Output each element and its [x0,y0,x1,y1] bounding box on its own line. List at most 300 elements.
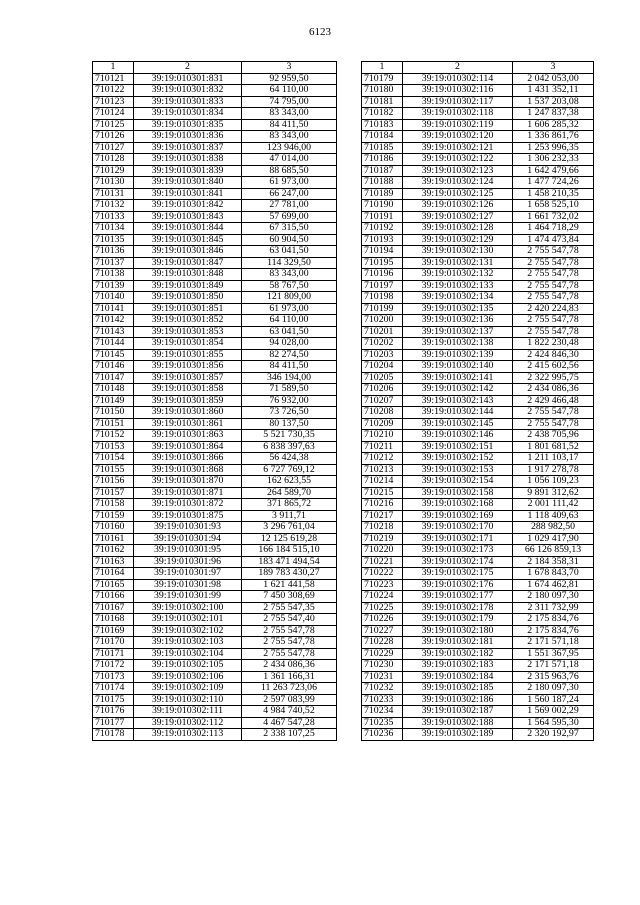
cadastral-number-cell: 39:19:010302:183 [403,660,513,672]
value-cell: 1 674 462,81 [513,579,594,591]
cadastral-number-cell: 39:19:010301:850 [134,292,242,304]
row-number-cell: 710175 [93,694,134,706]
value-cell: 166 184 515,10 [242,545,337,557]
row-number-cell: 710138 [93,269,134,281]
table-row [93,384,337,396]
table-row [362,637,594,649]
cadastral-number-cell: 39:19:010302:142 [403,384,513,396]
row-number-cell: 710194 [362,246,403,258]
row-number-cell: 710195 [362,257,403,269]
cadastral-number-cell: 39:19:010302:136 [403,315,513,327]
cadastral-number-cell: 39:19:010302:121 [403,142,513,154]
row-number-cell: 710208 [362,407,403,419]
cadastral-number-cell: 39:19:010301:98 [134,579,242,591]
row-number-cell: 710182 [362,108,403,120]
value-cell: 61 973,00 [242,303,337,315]
table-row [93,660,337,672]
value-cell: 2 320 192,97 [513,729,594,741]
value-cell: 371 865,72 [242,499,337,511]
row-number-cell: 710200 [362,315,403,327]
row-number-cell: 710224 [362,591,403,603]
table-row [93,303,337,315]
row-number-cell: 710174 [93,683,134,695]
row-number-cell: 710232 [362,683,403,695]
value-cell: 82 274,50 [242,349,337,361]
cadastral-number-cell: 39:19:010302:103 [134,637,242,649]
row-number-cell: 710139 [93,280,134,292]
row-number-cell: 710129 [93,165,134,177]
table-row [362,395,594,407]
value-cell: 2 755 547,78 [513,418,594,430]
cadastral-number-cell: 39:19:010302:118 [403,108,513,120]
table-row [362,614,594,626]
cadastral-number-cell: 39:19:010301:837 [134,142,242,154]
row-number-cell: 710142 [93,315,134,327]
row-number-cell: 710234 [362,706,403,718]
row-number-cell: 710190 [362,200,403,212]
header-col-1: 1 [93,62,134,74]
value-cell: 264 589,70 [242,487,337,499]
table-header-row [362,62,594,74]
cadastral-number-cell: 39:19:010302:102 [134,625,242,637]
value-cell: 2 420 224,83 [513,303,594,315]
value-cell: 92 959,50 [242,73,337,85]
cadastral-number-cell: 39:19:010302:106 [134,671,242,683]
row-number-cell: 710150 [93,407,134,419]
row-number-cell: 710162 [93,545,134,557]
cadastral-number-cell: 39:19:010301:852 [134,315,242,327]
row-number-cell: 710196 [362,269,403,281]
cadastral-number-cell: 39:19:010302:122 [403,154,513,166]
row-number-cell: 710171 [93,648,134,660]
row-number-cell: 710137 [93,257,134,269]
table-row [93,522,337,534]
cadastral-number-cell: 39:19:010302:174 [403,556,513,568]
table-row [93,154,337,166]
cadastral-number-cell: 39:19:010301:861 [134,418,242,430]
table-row [93,73,337,85]
table-row [93,418,337,430]
table-row [362,499,594,511]
cadastral-number-cell: 39:19:010302:175 [403,568,513,580]
cadastral-number-cell: 39:19:010301:856 [134,361,242,373]
value-cell: 3 911,71 [242,510,337,522]
table-row [362,648,594,660]
value-cell: 288 982,50 [513,522,594,534]
value-cell: 7 450 308,69 [242,591,337,603]
table-row [93,188,337,200]
value-cell: 63 041,50 [242,246,337,258]
cadastral-number-cell: 39:19:010302:127 [403,211,513,223]
table-row [93,706,337,718]
row-number-cell: 710222 [362,568,403,580]
value-cell: 1 474 473,84 [513,234,594,246]
table-row [93,602,337,614]
value-cell: 27 781,00 [242,200,337,212]
table-row [362,579,594,591]
table-row [362,372,594,384]
row-number-cell: 710124 [93,108,134,120]
header-col-2: 2 [403,62,513,74]
value-cell: 2 755 547,78 [513,280,594,292]
table-row [93,361,337,373]
cadastral-number-cell: 39:19:010302:104 [134,648,242,660]
table-row [93,395,337,407]
table-row [93,326,337,338]
row-number-cell: 710235 [362,717,403,729]
row-number-cell: 710122 [93,85,134,97]
value-cell: 1 678 843,70 [513,568,594,580]
value-cell: 1 564 595,30 [513,717,594,729]
value-cell: 2 322 995,75 [513,372,594,384]
cadastral-number-cell: 39:19:010302:120 [403,131,513,143]
cadastral-number-cell: 39:19:010301:838 [134,154,242,166]
table-row [362,85,594,97]
value-cell: 88 685,50 [242,165,337,177]
table-row [93,200,337,212]
cadastral-number-cell: 39:19:010301:831 [134,73,242,85]
table-row [93,614,337,626]
value-cell: 346 194,00 [242,372,337,384]
value-cell: 1 464 718,29 [513,223,594,235]
table-row [93,85,337,97]
value-cell: 73 726,50 [242,407,337,419]
value-cell: 162 623,55 [242,476,337,488]
row-number-cell: 710231 [362,671,403,683]
cadastral-number-cell: 39:19:010302:176 [403,579,513,591]
row-number-cell: 710176 [93,706,134,718]
table-row [362,694,594,706]
value-cell: 1 336 861,76 [513,131,594,143]
value-cell: 2 180 097,30 [513,591,594,603]
table-row [93,430,337,442]
table-row [362,476,594,488]
value-cell: 4 984 740,52 [242,706,337,718]
cadastral-number-cell: 39:19:010302:169 [403,510,513,522]
cadastral-number-cell: 39:19:010301:843 [134,211,242,223]
cadastral-number-cell: 39:19:010302:180 [403,625,513,637]
cadastral-number-cell: 39:19:010301:97 [134,568,242,580]
cadastral-number-cell: 39:19:010302:144 [403,407,513,419]
value-cell: 2 338 107,25 [242,729,337,741]
row-number-cell: 710209 [362,418,403,430]
value-cell: 2 755 547,78 [513,246,594,258]
cadastral-number-cell: 39:19:010302:133 [403,280,513,292]
cadastral-number-cell: 39:19:010301:99 [134,591,242,603]
cadastral-number-cell: 39:19:010301:875 [134,510,242,522]
cadastral-number-cell: 39:19:010302:137 [403,326,513,338]
value-cell: 1 560 187,24 [513,694,594,706]
cadastral-number-cell: 39:19:010301:835 [134,119,242,131]
row-number-cell: 710154 [93,453,134,465]
row-number-cell: 710164 [93,568,134,580]
value-cell: 61 973,00 [242,177,337,189]
value-cell: 47 014,00 [242,154,337,166]
value-cell: 2 434 086,36 [513,384,594,396]
value-cell: 2 171 571,18 [513,660,594,672]
row-number-cell: 710130 [93,177,134,189]
row-number-cell: 710219 [362,533,403,545]
table-row [362,729,594,741]
table-row [93,441,337,453]
cadastral-number-cell: 39:19:010301:844 [134,223,242,235]
value-cell: 1 658 525,10 [513,200,594,212]
row-number-cell: 710197 [362,280,403,292]
value-cell: 11 263 723,06 [242,683,337,695]
row-number-cell: 710220 [362,545,403,557]
value-cell: 1 661 732,02 [513,211,594,223]
cadastral-number-cell: 39:19:010301:860 [134,407,242,419]
cadastral-number-cell: 39:19:010302:135 [403,303,513,315]
cadastral-number-cell: 39:19:010302:141 [403,372,513,384]
row-number-cell: 710206 [362,384,403,396]
value-cell: 2 597 083,99 [242,694,337,706]
table-row [362,430,594,442]
cadastral-number-cell: 39:19:010302:132 [403,269,513,281]
value-cell: 2 315 963,76 [513,671,594,683]
row-number-cell: 710236 [362,729,403,741]
cadastral-number-cell: 39:19:010301:858 [134,384,242,396]
value-cell: 71 589,50 [242,384,337,396]
value-cell: 64 110,00 [242,315,337,327]
table-row [362,349,594,361]
table-row [93,533,337,545]
value-cell: 5 521 730,35 [242,430,337,442]
table-row [362,165,594,177]
row-number-cell: 710126 [93,131,134,143]
row-number-cell: 710191 [362,211,403,223]
table-row [93,625,337,637]
cadastral-number-cell: 39:19:010302:100 [134,602,242,614]
value-cell: 2 755 547,78 [513,315,594,327]
value-cell: 121 809,00 [242,292,337,304]
row-number-cell: 710173 [93,671,134,683]
value-cell: 114 329,50 [242,257,337,269]
value-cell: 2 755 547,35 [242,602,337,614]
value-cell: 56 424,38 [242,453,337,465]
cadastral-number-cell: 39:19:010302:138 [403,338,513,350]
row-number-cell: 710135 [93,234,134,246]
table-row [93,476,337,488]
row-number-cell: 710151 [93,418,134,430]
value-cell: 1 247 837,38 [513,108,594,120]
cadastral-number-cell: 39:19:010302:181 [403,637,513,649]
row-number-cell: 710204 [362,361,403,373]
header-col-3: 3 [242,62,337,74]
row-number-cell: 710172 [93,660,134,672]
value-cell: 83 343,00 [242,131,337,143]
cadastral-number-cell: 39:19:010302:129 [403,234,513,246]
table-row [93,234,337,246]
row-number-cell: 710188 [362,177,403,189]
cadastral-number-cell: 39:19:010301:840 [134,177,242,189]
table-row [362,234,594,246]
row-number-cell: 710221 [362,556,403,568]
value-cell: 2 755 547,78 [242,648,337,660]
value-cell: 2 755 547,78 [513,257,594,269]
table-row [362,556,594,568]
row-number-cell: 710227 [362,625,403,637]
row-number-cell: 710132 [93,200,134,212]
table-row [93,591,337,603]
row-number-cell: 710185 [362,142,403,154]
cadastral-number-cell: 39:19:010302:105 [134,660,242,672]
cadastral-number-cell: 39:19:010302:119 [403,119,513,131]
value-cell: 1 211 103,17 [513,453,594,465]
cadastral-number-cell: 39:19:010301:94 [134,533,242,545]
header-col-1: 1 [362,62,403,74]
cadastral-number-cell: 39:19:010302:123 [403,165,513,177]
cadastral-number-cell: 39:19:010301:836 [134,131,242,143]
table-row [93,579,337,591]
value-cell: 58 767,50 [242,280,337,292]
header-col-3: 3 [513,62,594,74]
value-cell: 2 175 834,76 [513,614,594,626]
row-number-cell: 710228 [362,637,403,649]
row-number-cell: 710143 [93,326,134,338]
table-row [93,694,337,706]
row-number-cell: 710211 [362,441,403,453]
row-number-cell: 710147 [93,372,134,384]
value-cell: 2 434 086,36 [242,660,337,672]
row-number-cell: 710198 [362,292,403,304]
table-row [93,280,337,292]
row-number-cell: 710167 [93,602,134,614]
table-row [362,269,594,281]
table-row [362,602,594,614]
table-row [93,510,337,522]
value-cell: 6 838 397,63 [242,441,337,453]
cadastral-number-cell: 39:19:010302:111 [134,706,242,718]
table-header-row [93,62,337,74]
row-number-cell: 710170 [93,637,134,649]
value-cell: 2 429 466,48 [513,395,594,407]
cadastral-number-cell: 39:19:010302:182 [403,648,513,660]
cadastral-number-cell: 39:19:010302:151 [403,441,513,453]
table-row [93,568,337,580]
cadastral-number-cell: 39:19:010302:153 [403,464,513,476]
cadastral-number-cell: 39:19:010302:186 [403,694,513,706]
value-cell: 1 458 210,35 [513,188,594,200]
row-number-cell: 710131 [93,188,134,200]
table-row [93,499,337,511]
row-number-cell: 710226 [362,614,403,626]
cadastral-number-cell: 39:19:010302:131 [403,257,513,269]
table-row [362,142,594,154]
table-row [93,683,337,695]
cadastral-number-cell: 39:19:010301:833 [134,96,242,108]
value-cell: 76 932,00 [242,395,337,407]
row-number-cell: 710148 [93,384,134,396]
table-row [362,487,594,499]
table-row [93,165,337,177]
table-row [93,648,337,660]
row-number-cell: 710199 [362,303,403,315]
value-cell: 83 343,00 [242,269,337,281]
table-row [362,119,594,131]
row-number-cell: 710125 [93,119,134,131]
cadastral-number-cell: 39:19:010302:143 [403,395,513,407]
cadastral-number-cell: 39:19:010302:113 [134,729,242,741]
value-cell: 67 315,50 [242,223,337,235]
row-number-cell: 710217 [362,510,403,522]
table-row [362,292,594,304]
value-cell: 57 699,00 [242,211,337,223]
value-cell: 1 801 681,52 [513,441,594,453]
cadastral-number-cell: 39:19:010302:179 [403,614,513,626]
table-row [93,257,337,269]
cadastral-number-cell: 39:19:010302:171 [403,533,513,545]
cadastral-number-cell: 39:19:010301:853 [134,326,242,338]
table-row [362,510,594,522]
registry-table-left [92,61,337,741]
cadastral-number-cell: 39:19:010302:185 [403,683,513,695]
row-number-cell: 710127 [93,142,134,154]
row-number-cell: 710229 [362,648,403,660]
row-number-cell: 710210 [362,430,403,442]
cadastral-number-cell: 39:19:010301:839 [134,165,242,177]
cadastral-number-cell: 39:19:010301:851 [134,303,242,315]
value-cell: 123 946,00 [242,142,337,154]
row-number-cell: 710225 [362,602,403,614]
row-number-cell: 710223 [362,579,403,591]
table-row [362,211,594,223]
value-cell: 2 175 834,76 [513,625,594,637]
table-row [93,338,337,350]
value-cell: 60 904,50 [242,234,337,246]
value-cell: 1 569 002,29 [513,706,594,718]
table-row [93,407,337,419]
row-number-cell: 710144 [93,338,134,350]
row-number-cell: 710178 [93,729,134,741]
cadastral-number-cell: 39:19:010301:870 [134,476,242,488]
value-cell: 66 126 859,13 [513,545,594,557]
table-body-right [362,73,594,740]
table-row [93,246,337,258]
value-cell: 1 537 203,08 [513,96,594,108]
row-number-cell: 710121 [93,73,134,85]
row-number-cell: 710128 [93,154,134,166]
row-number-cell: 710157 [93,487,134,499]
table-row [93,292,337,304]
table-row [93,729,337,741]
table-row [93,315,337,327]
table-row [362,108,594,120]
table-row [93,119,337,131]
value-cell: 80 137,50 [242,418,337,430]
table-row [362,246,594,258]
cadastral-number-cell: 39:19:010302:158 [403,487,513,499]
row-number-cell: 710179 [362,73,403,85]
table-row [93,487,337,499]
row-number-cell: 710153 [93,441,134,453]
cadastral-number-cell: 39:19:010302:134 [403,292,513,304]
value-cell: 2 171 571,18 [513,637,594,649]
table-row [362,545,594,557]
cadastral-number-cell: 39:19:010302:188 [403,717,513,729]
row-number-cell: 710155 [93,464,134,476]
table-row [362,73,594,85]
value-cell: 2 755 547,78 [513,292,594,304]
row-number-cell: 710156 [93,476,134,488]
row-number-cell: 710184 [362,131,403,143]
table-row [93,556,337,568]
row-number-cell: 710202 [362,338,403,350]
cadastral-number-cell: 39:19:010302:139 [403,349,513,361]
cadastral-number-cell: 39:19:010301:854 [134,338,242,350]
table-row [93,269,337,281]
row-number-cell: 710134 [93,223,134,235]
